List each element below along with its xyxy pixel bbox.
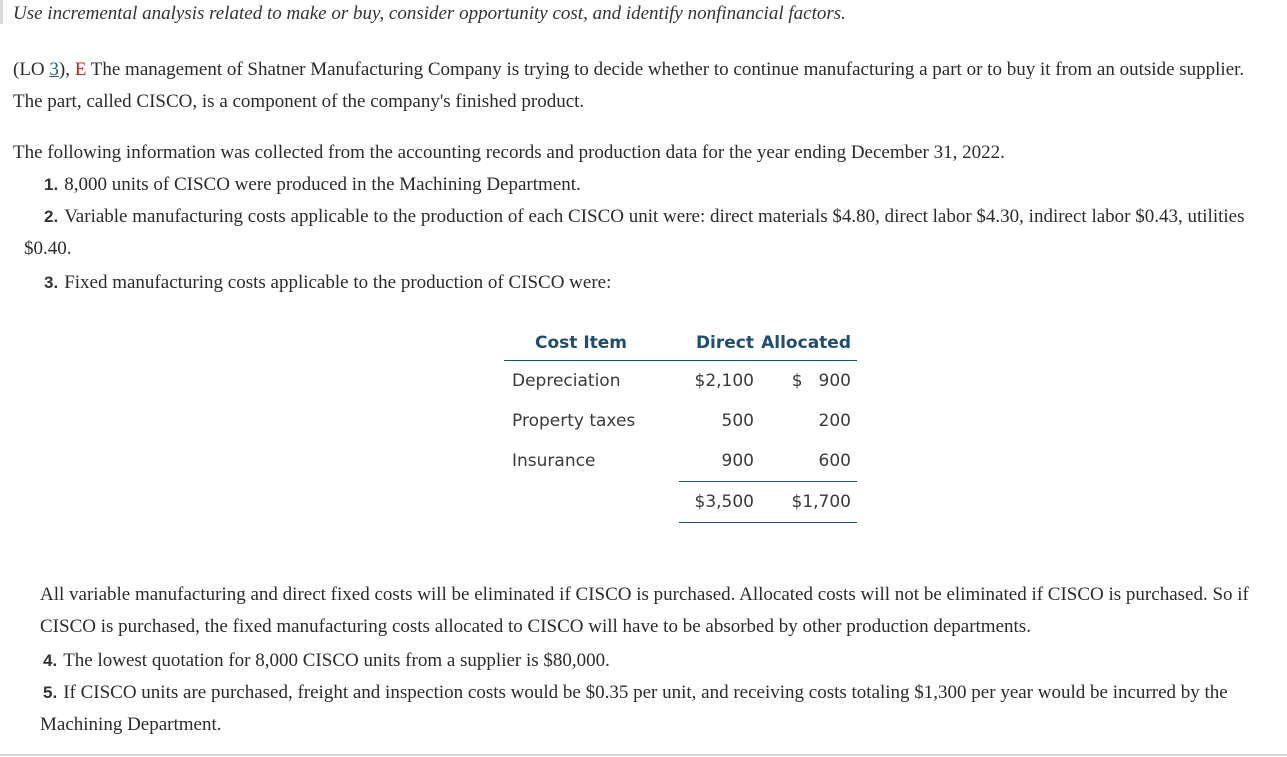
list-item-5 <box>40 677 1280 741</box>
header-direct: Direct <box>695 333 754 353</box>
currency-symbol: $ <box>791 371 803 391</box>
total-allocated: $1,700 <box>754 482 857 523</box>
cost-item: Property taxes <box>512 411 636 431</box>
total-direct: $3,500 <box>679 482 754 523</box>
item-number: 5. <box>43 683 58 702</box>
table-row <box>504 401 857 441</box>
list-item-4 <box>40 645 1280 677</box>
table-row <box>504 361 857 402</box>
item-text: Variable manufacturing costs applicable to the production of each CISCO unit were: direct materials $4.80, direct labor $4.30, indirect labor $0.43, utilities $0.40. <box>24 206 1245 259</box>
list-item-3 <box>24 267 1276 299</box>
item-text: If CISCO units are purchased, freight and inspection costs would be $0.35 per unit, and receiving costs totaling $1,300 per year would be incurred by the Machining Department. <box>40 682 1228 735</box>
lo-suffix: ), <box>58 59 75 80</box>
allocated-value: 900 <box>818 371 851 391</box>
item-text: The lowest quotation for 8,000 CISCO units from a supplier is $80,000. <box>63 650 610 671</box>
item-text: 8,000 units of CISCO were produced in the Machining Department. <box>64 174 581 195</box>
lead-text: The following information was collected from the accounting records and production data for the year ending December 31, 2022. <box>13 142 1005 163</box>
header-allocated: Allocated <box>761 333 851 353</box>
header-cost-item: Cost Item <box>535 333 628 353</box>
item-number: 2. <box>44 207 59 226</box>
allocated-value: 600 <box>818 451 851 471</box>
direct-value: 500 <box>721 411 754 431</box>
objective-marker <box>0 0 3 24</box>
note-paragraph: All variable manufacturing and direct fixed costs will be eliminated if CISCO is purchased. Allocated costs will not be eliminated if CISCO is purchased. So if CISCO is purchased, the fixed manufacturing costs allocated to CISCO will have to be absorbed by other production departments. <box>40 584 1249 637</box>
total-label-cell <box>504 482 679 523</box>
direct-value: 900 <box>721 451 754 471</box>
problem-text: The management of Shatner Manufacturing Company is trying to decide whether to continue manufacturing a part or to buy it from an outside supplier. The part, called CISCO, is a component of the company's finished product. <box>13 59 1245 112</box>
item-text: Fixed manufacturing costs applicable to the production of CISCO were: <box>64 272 612 293</box>
table-row <box>504 441 857 482</box>
list-item-2 <box>24 201 1276 265</box>
list-item-1 <box>24 169 1276 201</box>
total-row <box>504 482 857 523</box>
learning-objective: Use incremental analysis related to make or buy, consider opportunity cost, and identify nonfinancial factors. <box>13 3 846 24</box>
lo-prefix: (LO <box>13 59 50 80</box>
fixed-cost-table <box>504 326 857 523</box>
direct-value: $2,100 <box>679 361 754 402</box>
cost-item: Depreciation <box>504 361 679 402</box>
allocated-cell <box>754 361 857 402</box>
item-number: 1. <box>44 175 59 194</box>
problem-statement <box>13 54 1275 118</box>
allocated-value: 200 <box>818 411 851 431</box>
bottom-divider <box>0 754 1287 756</box>
item-number: 3. <box>44 273 59 292</box>
difficulty-badge: E <box>74 59 87 80</box>
cost-item: Insurance <box>512 451 596 472</box>
item-number: 4. <box>43 651 58 670</box>
lo-link[interactable]: 3 <box>49 59 59 80</box>
